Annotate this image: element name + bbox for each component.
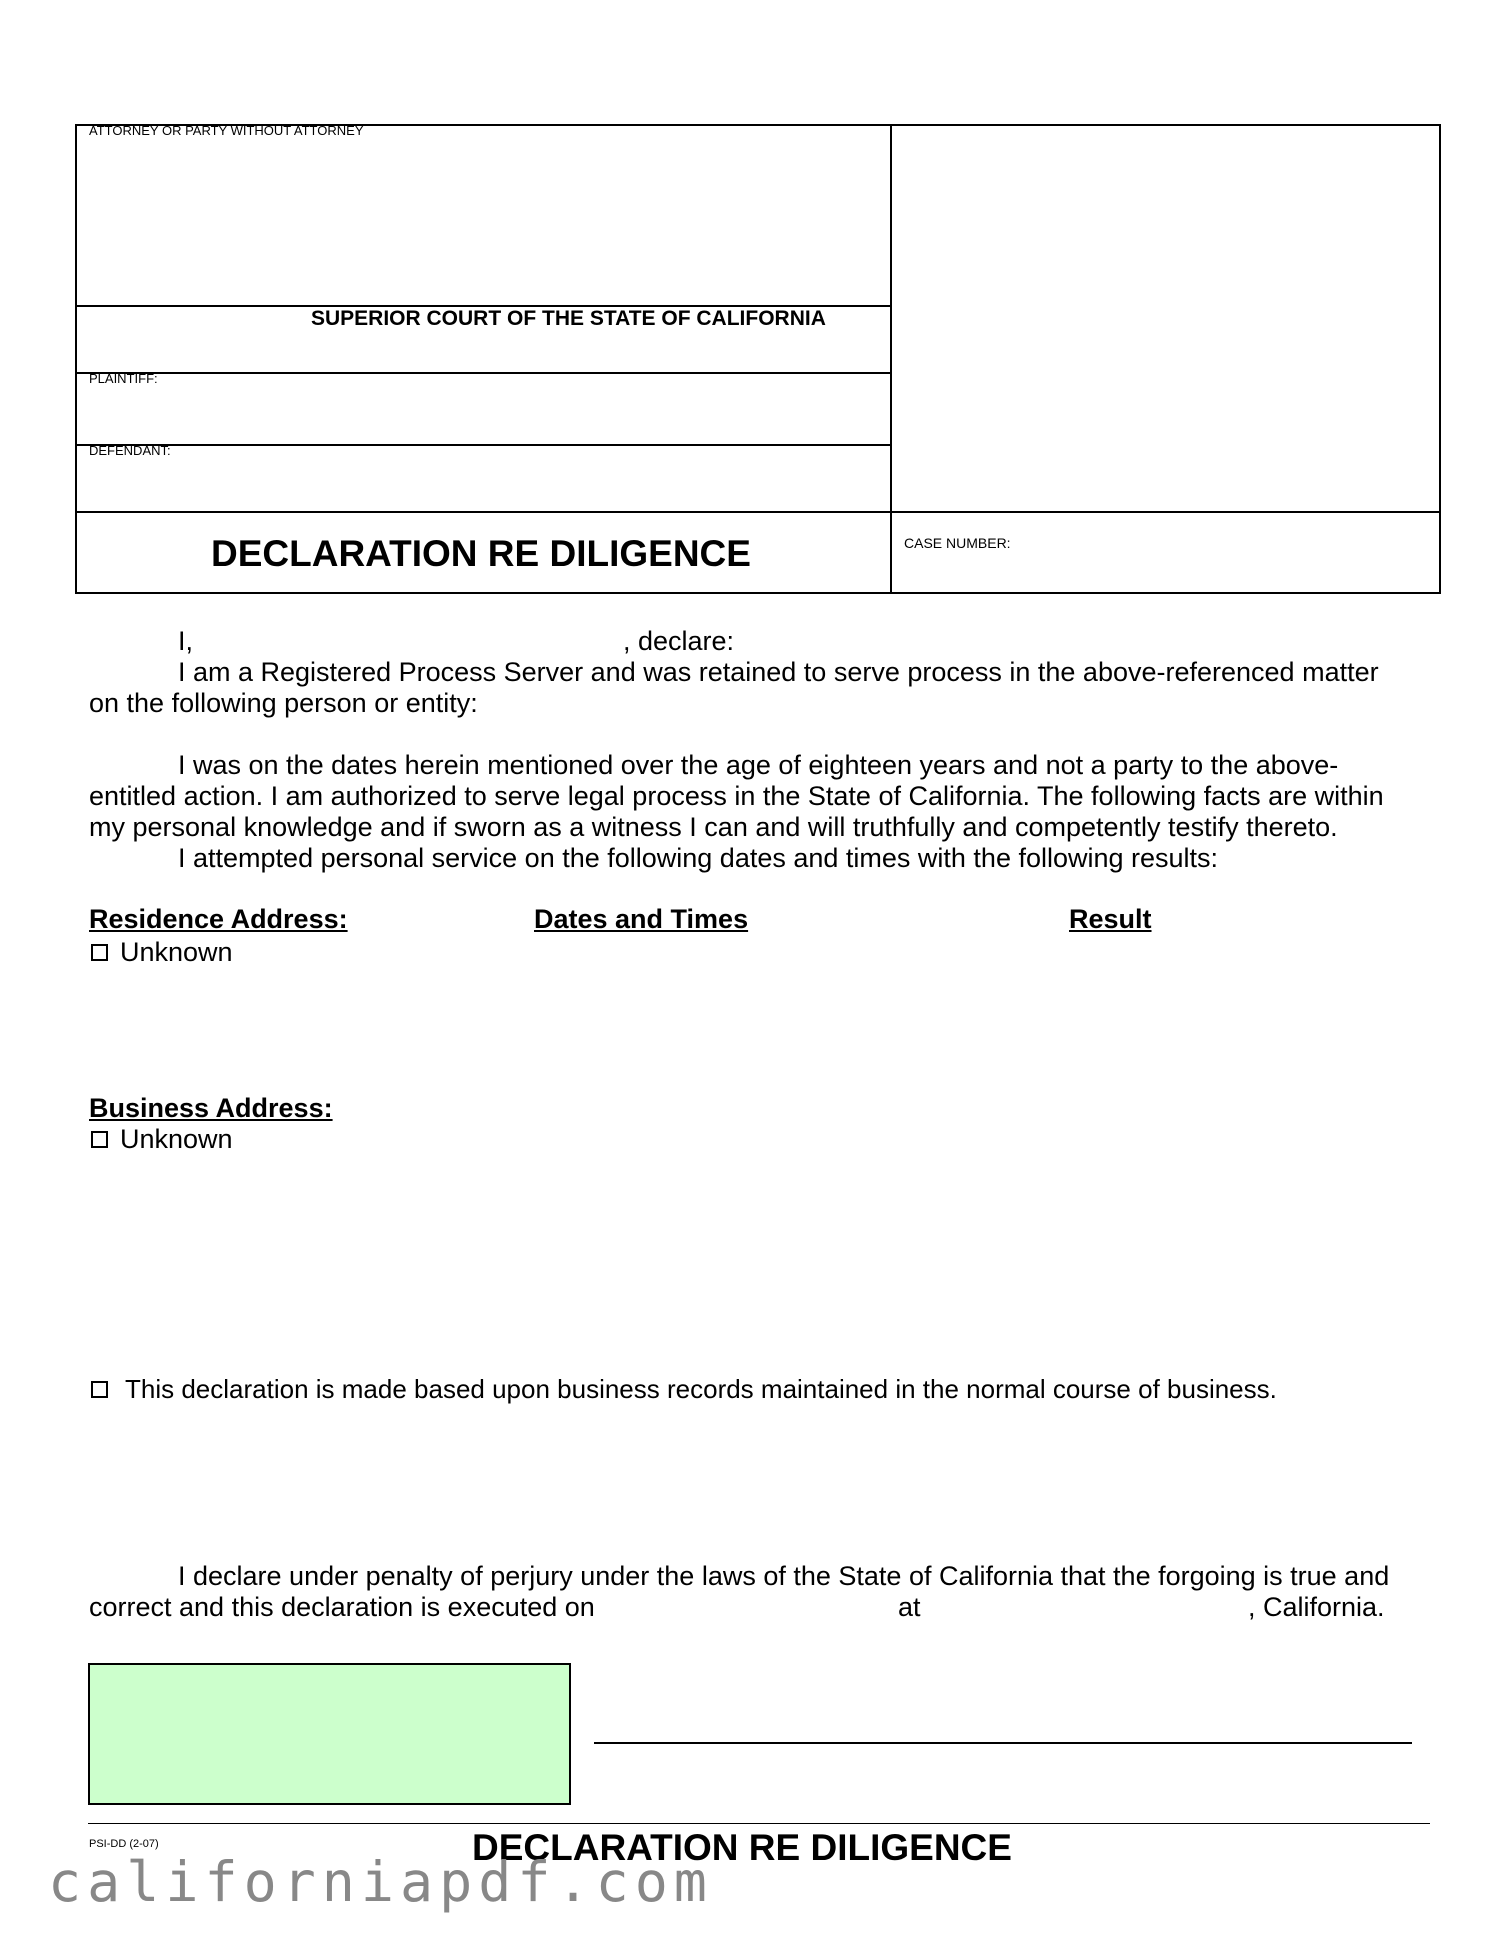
residence-unknown-label: Unknown xyxy=(120,937,233,967)
residence-address-heading: Residence Address: xyxy=(89,904,348,934)
footer-rule xyxy=(88,1823,1430,1824)
result-heading: Result xyxy=(1069,904,1152,934)
watermark-text: californiapdf.com xyxy=(48,1850,713,1914)
business-records-option[interactable] xyxy=(91,1374,1277,1405)
business-unknown-label: Unknown xyxy=(120,1124,233,1154)
residence-unknown-checkbox[interactable] xyxy=(91,944,108,961)
residence-unknown-option[interactable] xyxy=(91,937,233,968)
para3: I attempted personal service on the following dates and times with the following results: xyxy=(178,843,1219,873)
dates-and-times-heading: Dates and Times xyxy=(534,904,749,934)
declarant-suffix: , declare: xyxy=(623,626,735,656)
para1-line1: I am a Registered Process Server and was retained to serve process in the above-referenced matter xyxy=(178,657,1379,687)
para2-line1: I was on the dates herein mentioned over the age of eighteen years and not a party to the above- xyxy=(178,750,1339,780)
signature-line[interactable] xyxy=(594,1742,1412,1744)
case-number-label: CASE NUMBER: xyxy=(904,535,1011,551)
business-records-label: This declaration is made based upon business records maintained in the normal course of business. xyxy=(125,1374,1277,1404)
perjury-line1: I declare under penalty of perjury under the laws of the State of California that the forgoing is true and xyxy=(178,1561,1390,1591)
para1-line2: on the following person or entity: xyxy=(89,688,478,718)
business-address-heading: Business Address: xyxy=(89,1093,333,1123)
business-unknown-option[interactable] xyxy=(91,1124,233,1155)
declarant-prefix: I, xyxy=(178,626,194,656)
plaintiff-label: PLAINTIFF: xyxy=(89,371,158,386)
perjury-line2-at: at xyxy=(898,1592,921,1622)
form-title: DECLARATION RE DILIGENCE xyxy=(211,533,751,574)
footer-title: DECLARATION RE DILIGENCE xyxy=(472,1827,1012,1868)
perjury-line2-start: correct and this declaration is executed on xyxy=(89,1592,595,1622)
para2-line2: entitled action. I am authorized to serve legal process in the State of California. The following facts are within xyxy=(89,781,1384,811)
business-unknown-checkbox[interactable] xyxy=(91,1131,108,1148)
court-name: SUPERIOR COURT OF THE STATE OF CALIFORNIA xyxy=(311,307,826,330)
defendant-label: DEFENDANT: xyxy=(89,443,171,458)
attorney-label: ATTORNEY OR PARTY WITHOUT ATTORNEY xyxy=(89,123,364,138)
signature-stamp-box[interactable] xyxy=(88,1663,571,1805)
para2-line3: my personal knowledge and if sworn as a witness I can and will truthfully and competently testify thereto. xyxy=(89,812,1338,842)
perjury-line2-end: , California. xyxy=(1248,1592,1385,1622)
business-records-checkbox[interactable] xyxy=(91,1381,108,1398)
form-code: PSI-DD (2-07) xyxy=(89,1838,159,1850)
